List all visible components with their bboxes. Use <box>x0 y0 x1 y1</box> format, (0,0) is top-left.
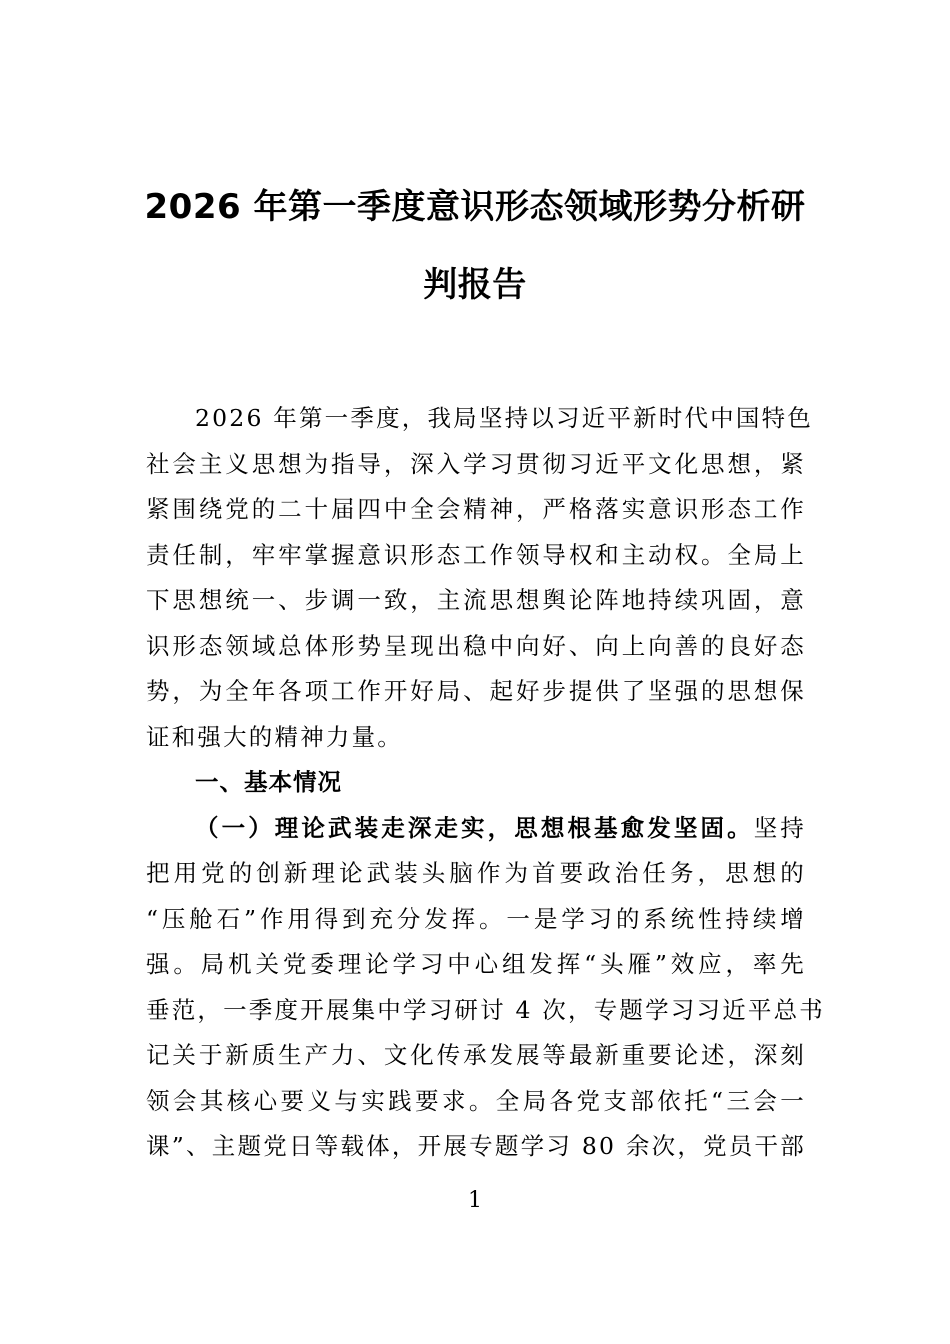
document-body <box>146 396 825 1170</box>
paragraph-line: 强。局机关党委理论学习中心组发挥“头雁”效应，率先 <box>146 950 806 978</box>
paragraph-line: 垂范，一季度开展集中学习研讨 4 次，专题学习习近平总书 <box>146 995 825 1024</box>
subsection-paragraph <box>146 806 825 1170</box>
paragraph-line: 责任制，牢牢掌握意识形态工作领导权和主动权。全局上 <box>146 540 806 569</box>
paragraph-line: “压舱石”作用得到充分发挥。一是学习的系统性持续增 <box>146 904 806 933</box>
paragraph-line: 下思想统一、步调一致，主流思想舆论阵地持续巩固，意 <box>146 586 806 614</box>
paragraph-line: 识形态领域总体形势呈现出稳中向好、向上向善的良好态 <box>146 631 806 660</box>
paragraph-line: 紧围绕党的二十届四中全会精神，严格落实意识形态工作 <box>146 495 806 523</box>
document-title <box>120 168 830 324</box>
paragraph-line: 2026 年第一季度，我局坚持以习近平新时代中国特色 <box>195 404 813 432</box>
title-line-2: 判报告 <box>423 265 527 305</box>
paragraph-line: 课”、主题党日等载体，开展专题学习 80 余次，党员干部 <box>146 1132 806 1160</box>
paragraph-line: 证和强大的精神力量。 <box>146 722 403 751</box>
paragraph-line: 把用党的创新理论武装头脑作为首要政治任务，思想的 <box>146 859 806 887</box>
paragraph-line: 记关于新质生产力、文化传承发展等最新重要论述，深刻 <box>146 1041 806 1069</box>
section-heading: 一、基本情况 <box>195 768 342 796</box>
subsection-heading: （一）理论武装走深走实，思想根基愈发坚固。 <box>195 813 754 842</box>
intro-paragraph <box>146 396 813 760</box>
paragraph-line: 势，为全年各项工作开好局、起好步提供了坚强的思想保 <box>146 677 806 705</box>
paragraph-line: 社会主义思想为指导，深入学习贯彻习近平文化思想，紧 <box>146 449 806 478</box>
subsection-heading-continuation: 坚持 <box>753 813 806 842</box>
title-line-1: 2026 年第一季度意识形态领域形势分析研 <box>144 187 806 227</box>
paragraph-line: 领会其核心要义与实践要求。全局各党支部依托“三会一 <box>146 1086 806 1115</box>
page-number: 1 <box>468 1188 482 1213</box>
paragraph-line <box>146 806 806 852</box>
